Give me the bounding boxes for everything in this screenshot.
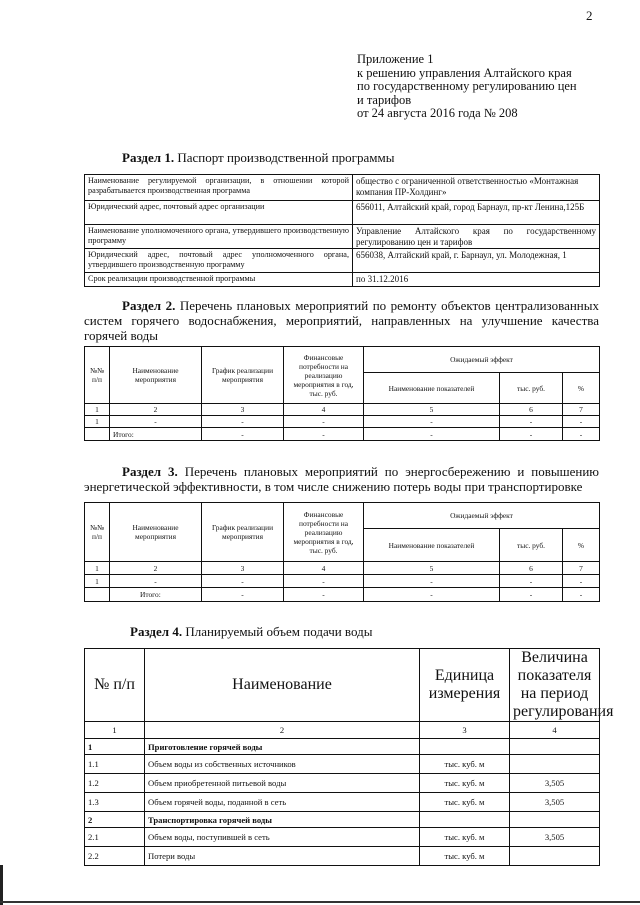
- cell: -: [202, 575, 284, 588]
- col-effect-header: Ожидаемый эффект: [364, 347, 600, 373]
- table-row: [85, 416, 600, 428]
- cell: -: [284, 588, 364, 602]
- col-rub-header: тыс. руб.: [500, 373, 563, 404]
- row-name: Объем воды, поступившей в сеть: [145, 828, 420, 847]
- row-value: [510, 739, 600, 755]
- cell: 7: [563, 562, 600, 575]
- col-num-header: №№ п/п: [85, 503, 110, 562]
- col-unit-header: Единица измерения: [420, 649, 510, 722]
- table-row: [85, 575, 600, 588]
- cell: 1: [85, 404, 110, 416]
- row-name: Объем приобретенной питьевой воды: [145, 774, 420, 793]
- cell: -: [202, 428, 284, 441]
- passport-label: Наименование регулируемой организации, в отношении которой разрабатывается производственная программа: [85, 175, 353, 201]
- appendix-line: от 24 августа 2016 года № 208: [357, 106, 518, 120]
- cell: 7: [563, 404, 600, 416]
- passport-label: Наименование уполномоченного органа, утвердившего производственную программу: [85, 225, 353, 249]
- col-effect-header: Ожидаемый эффект: [364, 503, 600, 529]
- cell: -: [284, 575, 364, 588]
- col-num-header: №№ п/п: [85, 347, 110, 404]
- cell: 4: [284, 562, 364, 575]
- table-row: [85, 249, 600, 273]
- row-name: Потери воды: [145, 847, 420, 866]
- cell: 2: [110, 404, 202, 416]
- total-label: Итого:: [110, 428, 202, 441]
- passport-value: общество с ограниченной ответственностью «Монтажная компания ПР-Холдинг»: [353, 175, 600, 201]
- row-name: Приготовление горячей воды: [145, 739, 420, 755]
- cell: 3: [202, 404, 284, 416]
- section2-title: Перечень плановых мероприятий по ремонту объектов централизованных систем горячего водоснабжения, мероприятий, направленных на улучшение качества горячей воды: [84, 298, 599, 343]
- cell: -: [500, 575, 563, 588]
- table-row: [85, 273, 600, 287]
- row-num: 1.3: [85, 793, 145, 812]
- cell: 4: [284, 404, 364, 416]
- table-row: [85, 828, 600, 847]
- row-name: Объем воды из собственных источников: [145, 755, 420, 774]
- col-num-header: № п/п: [85, 649, 145, 722]
- table-row: [85, 225, 600, 249]
- section4-heading: [130, 624, 372, 639]
- table-row: [85, 201, 600, 225]
- cell: 6: [500, 562, 563, 575]
- row-num: 2.1: [85, 828, 145, 847]
- table-row: [85, 175, 600, 201]
- cell: 1: [85, 416, 110, 428]
- section1-number: Раздел 1.: [122, 150, 175, 165]
- section2-table: [84, 346, 600, 441]
- scan-bottom-line: [0, 901, 640, 903]
- passport-label: Юридический адрес, почтовый адрес организации: [85, 201, 353, 225]
- section1-title: Паспорт производственной программы: [177, 150, 395, 165]
- table-row: [85, 847, 600, 866]
- col-indicator-header: Наименование показателей: [364, 373, 500, 404]
- appendix-line: по государственному регулированию цен: [357, 79, 577, 93]
- section4-title: Планируемый объем подачи воды: [185, 624, 373, 639]
- col-rub-header: тыс. руб.: [500, 529, 563, 562]
- cell: 5: [364, 562, 500, 575]
- cell: -: [364, 588, 500, 602]
- passport-label: Срок реализации производственной программы: [85, 273, 353, 287]
- col-pct-header: %: [563, 529, 600, 562]
- row-unit: тыс. куб. м: [420, 755, 510, 774]
- cell: 4: [510, 722, 600, 739]
- table-row: [85, 774, 600, 793]
- cell: -: [284, 428, 364, 441]
- section2-number: Раздел 2.: [122, 298, 176, 313]
- row-value: [510, 755, 600, 774]
- section3-title: Перечень плановых мероприятий по энергосбережению и повышению энергетической эффективности, в том числе снижению потерь воды при транспортировке: [84, 464, 599, 494]
- passport-value: Управление Алтайского края по государственному регулированию цен и тарифов: [353, 225, 600, 249]
- row-unit: тыс. куб. м: [420, 847, 510, 866]
- cell: [85, 428, 110, 441]
- cell: 1: [85, 575, 110, 588]
- row-num: 1.1: [85, 755, 145, 774]
- table-row: [85, 722, 600, 739]
- row-value: 3,505: [510, 828, 600, 847]
- cell: 5: [364, 404, 500, 416]
- cell: -: [202, 588, 284, 602]
- cell: -: [364, 428, 500, 441]
- col-schedule-header: График реализации мероприятия: [202, 503, 284, 562]
- row-num: 2: [85, 812, 145, 828]
- passport-value: 656038, Алтайский край, г. Барнаул, ул. Молодежная, 1: [353, 249, 600, 273]
- table-row: [85, 739, 600, 755]
- cell: 2: [110, 562, 202, 575]
- cell: -: [563, 416, 600, 428]
- cell: 1: [85, 562, 110, 575]
- row-value: [510, 847, 600, 866]
- table-row: [85, 562, 600, 575]
- cell: 3: [202, 562, 284, 575]
- cell: -: [364, 575, 500, 588]
- row-unit: [420, 812, 510, 828]
- appendix-line: и тарифов: [357, 92, 412, 107]
- section4-number: Раздел 4.: [130, 624, 183, 639]
- cell: -: [500, 588, 563, 602]
- section3-table: [84, 502, 600, 602]
- row-value: [510, 812, 600, 828]
- passport-value: по 31.12.2016: [353, 273, 600, 287]
- table-header-row: [85, 503, 600, 529]
- cell: -: [110, 575, 202, 588]
- table-row: [85, 428, 600, 441]
- row-num: 2.2: [85, 847, 145, 866]
- row-name: Транспортировка горячей воды: [145, 812, 420, 828]
- table-row: [85, 793, 600, 812]
- cell: -: [563, 588, 600, 602]
- section3-heading: [84, 464, 599, 494]
- passport-label: Юридический адрес, почтовый адрес уполномоченного органа, утвердившего производственную программу: [85, 249, 353, 273]
- row-unit: тыс. куб. м: [420, 774, 510, 793]
- cell: -: [110, 416, 202, 428]
- passport-value: 656011, Алтайский край, город Барнаул, пр-кт Ленина,125Б: [353, 201, 600, 225]
- cell: 2: [145, 722, 420, 739]
- col-finance-header: Финансовые потребности на реализацию мероприятия в год, тыс. руб.: [284, 503, 364, 562]
- row-unit: [420, 739, 510, 755]
- cell: -: [284, 416, 364, 428]
- appendix-line: к решению управления Алтайского края: [357, 65, 572, 80]
- table-header-row: [85, 347, 600, 373]
- table-row: [85, 812, 600, 828]
- cell: [85, 588, 110, 602]
- cell: 3: [420, 722, 510, 739]
- cell: -: [500, 428, 563, 441]
- cell: -: [202, 416, 284, 428]
- table-header-row: [85, 649, 600, 722]
- table-row: [85, 588, 600, 602]
- col-indicator-header: Наименование показателей: [364, 529, 500, 562]
- table-row: [85, 404, 600, 416]
- row-num: 1.2: [85, 774, 145, 793]
- passport-table: [84, 174, 600, 287]
- col-pct-header: %: [563, 373, 600, 404]
- col-value-header: Величина показателя на период регулирования: [510, 649, 600, 722]
- row-name: Объем горячей воды, поданной в сеть: [145, 793, 420, 812]
- col-name-header: Наименование мероприятия: [110, 503, 202, 562]
- row-value: 3,505: [510, 774, 600, 793]
- cell: 1: [85, 722, 145, 739]
- volume-table: [84, 648, 614, 866]
- cell: -: [563, 575, 600, 588]
- row-num: 1: [85, 739, 145, 755]
- section1-heading: [122, 150, 394, 165]
- col-schedule-header: График реализации мероприятия: [202, 347, 284, 404]
- row-unit: тыс. куб. м: [420, 793, 510, 812]
- table-row: [85, 755, 600, 774]
- row-unit: тыс. куб. м: [420, 828, 510, 847]
- row-value: 3,505: [510, 793, 600, 812]
- col-finance-header: Финансовые потребности на реализацию мероприятия в год, тыс. руб.: [284, 347, 364, 404]
- section2-heading: [84, 298, 599, 343]
- total-label: Итого:: [110, 588, 202, 602]
- page-number: 2: [586, 8, 593, 23]
- col-name-header: Наименование мероприятия: [110, 347, 202, 404]
- scan-edge-line: [0, 865, 3, 905]
- cell: -: [500, 416, 563, 428]
- section3-number: Раздел 3.: [122, 464, 178, 479]
- appendix-block: [357, 53, 627, 121]
- cell: -: [563, 428, 600, 441]
- cell: 6: [500, 404, 563, 416]
- appendix-line: Приложение 1: [357, 52, 434, 66]
- cell: -: [364, 416, 500, 428]
- col-name-header: Наименование: [145, 649, 420, 722]
